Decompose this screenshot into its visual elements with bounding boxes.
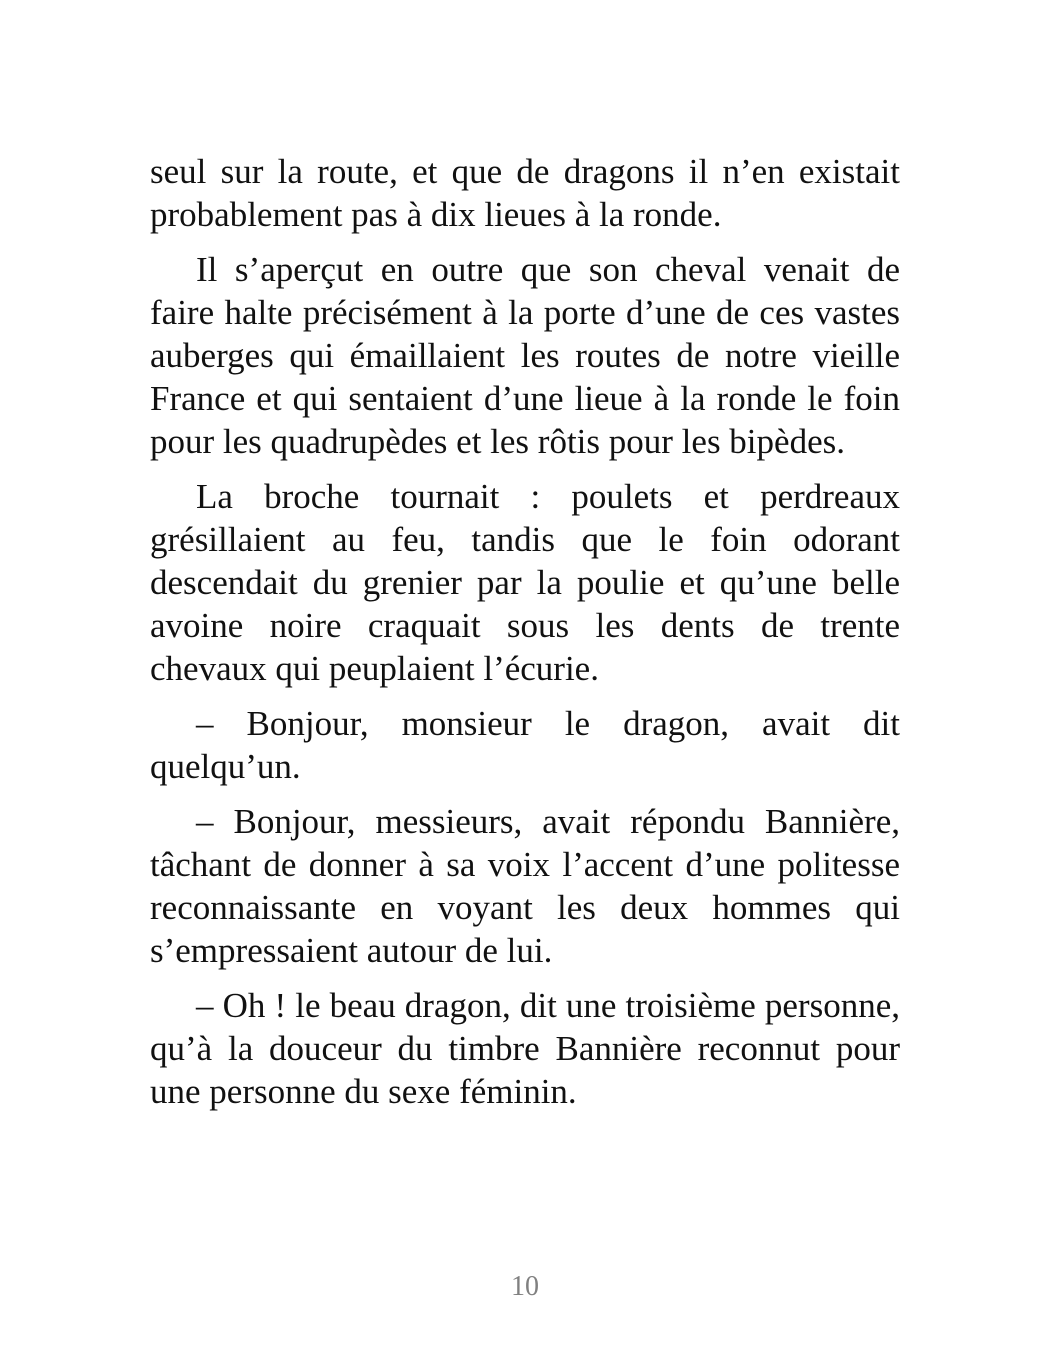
- dialogue-line-1: – Bonjour, monsieur le dragon, avait dit quelqu’un.: [150, 704, 900, 786]
- paragraph-broche: La broche tournait : poulets et perdreaux grésillaient au feu, tandis que le foin odorant descendait du grenier par la poulie et qu’une belle avoine noire craquait sous les dents de trente chevaux qui peuplaient l’écurie.: [150, 477, 900, 688]
- dialogue-line-2: – Bonjour, messieurs, avait répondu Bannière, tâchant de donner à sa voix l’accent d’une politesse reconnaissante en voyant les deux hommes qui s’empressaient autour de lui.: [150, 802, 900, 970]
- page-number: 10: [511, 1271, 539, 1302]
- paragraph-auberge: Il s’aperçut en outre que son cheval venait de faire halte précisément à la porte d’une de ces vastes auberges qui émaillaient les routes de notre vieille France et qui sentaient d’une lieue à la ronde le foin pour les quadrupèdes et les rôtis pour les bipèdes.: [150, 250, 900, 461]
- dialogue-line-3: – Oh ! le beau dragon, dit une troisième personne, qu’à la douceur du timbre Bannière reconnut pour une personne du sexe féminin.: [150, 986, 900, 1111]
- body-text: [150, 150, 900, 1125]
- paragraph-continuation: seul sur la route, et que de dragons il n’en existait probablement pas à dix lieues à la ronde.: [150, 152, 900, 234]
